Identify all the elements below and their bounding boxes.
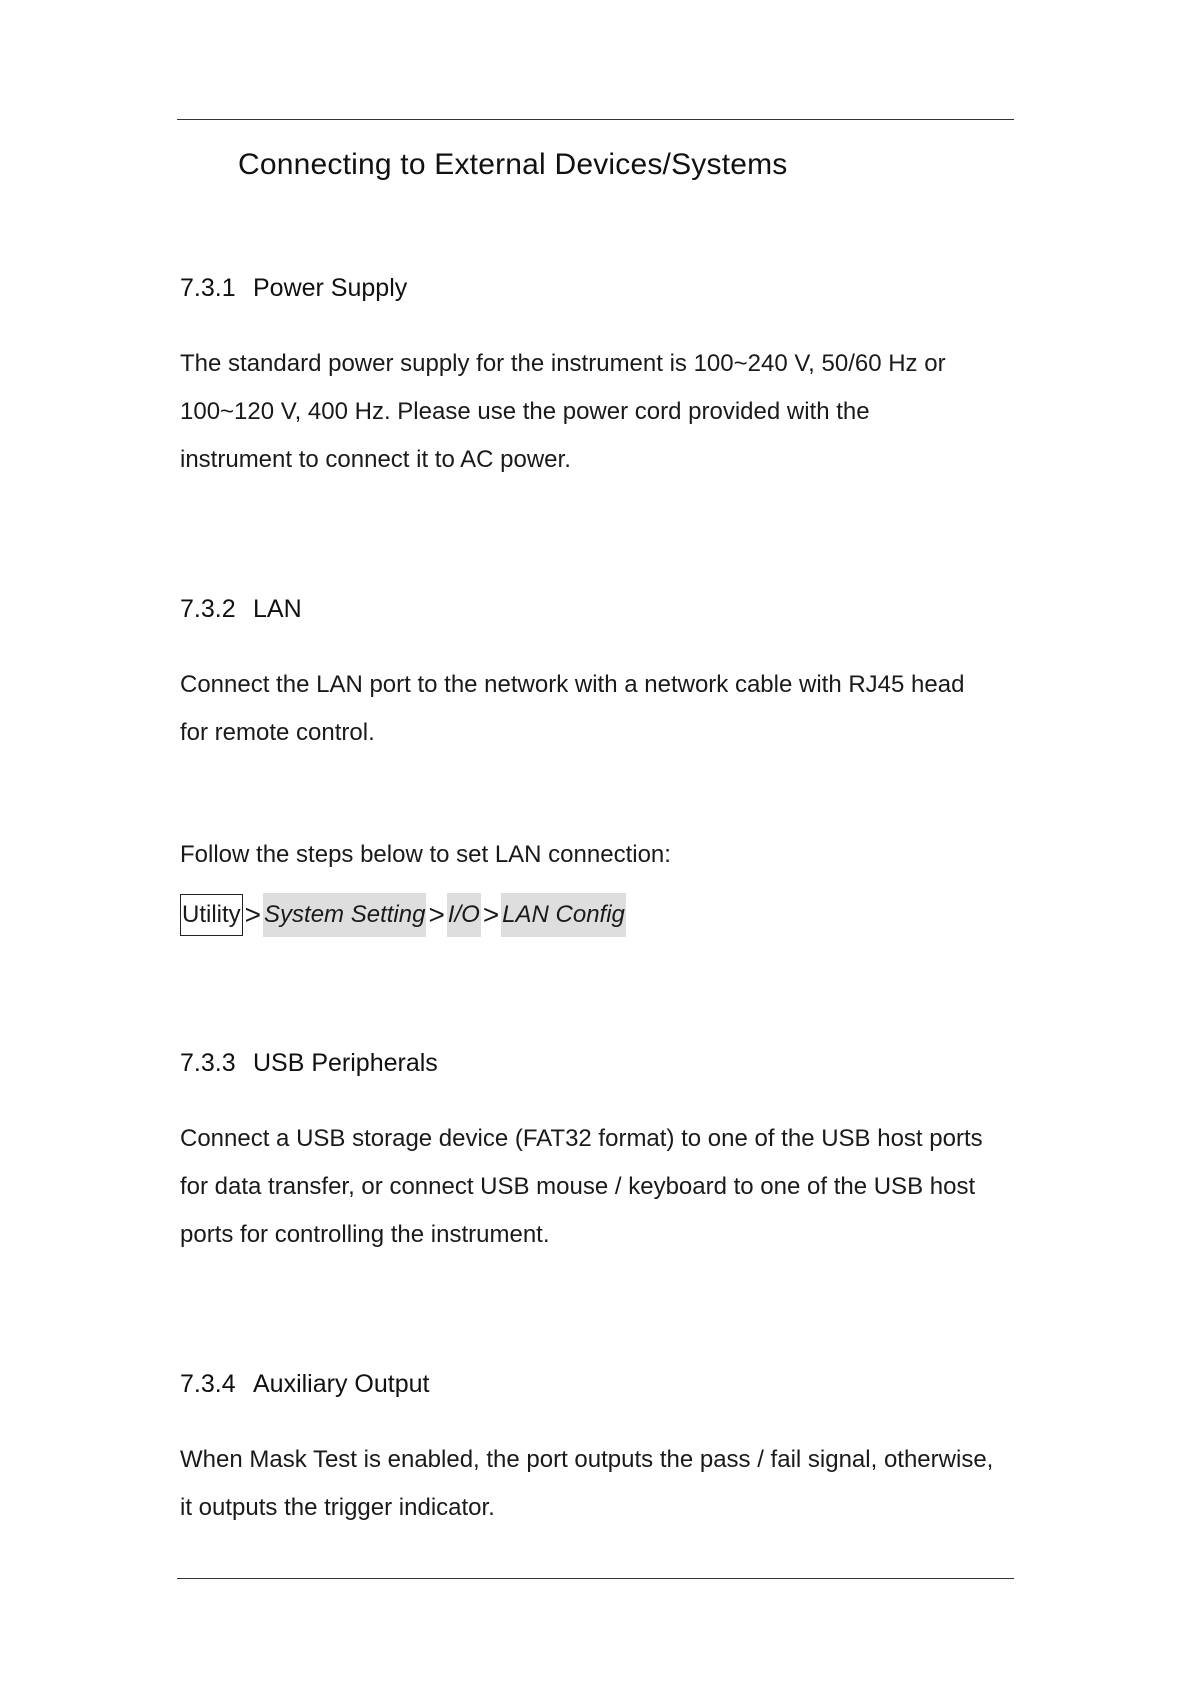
section-number: 7.3.2 xyxy=(180,595,236,623)
footer-rule xyxy=(177,1578,1014,1579)
paragraph-line: for remote control. xyxy=(180,719,375,746)
section-title: Power Supply xyxy=(253,274,408,302)
paragraph-line: When Mask Test is enabled, the port outputs the pass / fail signal, otherwise, xyxy=(180,1446,994,1473)
header-rule xyxy=(177,119,1014,120)
section-heading-power-supply xyxy=(180,274,407,303)
menu-item-lan-config: LAN Config xyxy=(501,893,626,937)
paragraph-line: instrument to connect it to AC power. xyxy=(180,446,571,473)
usb-paragraph xyxy=(180,1115,983,1259)
section-title: LAN xyxy=(253,595,302,623)
path-separator: > xyxy=(428,899,445,930)
lan-steps-intro: Follow the steps below to set LAN connection: xyxy=(180,841,671,868)
chapter-title: Connecting to External Devices/Systems xyxy=(238,148,788,181)
menu-item-io: I/O xyxy=(447,893,481,937)
paragraph-line: ports for controlling the instrument. xyxy=(180,1221,550,1248)
utility-key: Utility xyxy=(180,894,243,936)
section-title: Auxiliary Output xyxy=(253,1370,430,1398)
power-supply-paragraph xyxy=(180,340,946,484)
lan-menu-path xyxy=(180,893,626,936)
section-heading-auxiliary-output xyxy=(180,1370,429,1399)
auxiliary-output-paragraph xyxy=(180,1436,993,1532)
paragraph-line: it outputs the trigger indicator. xyxy=(180,1494,495,1521)
section-number: 7.3.4 xyxy=(180,1370,236,1398)
paragraph-line: Connect the LAN port to the network with a network cable with RJ45 head xyxy=(180,671,965,698)
lan-paragraph xyxy=(180,661,964,757)
menu-item-system-setting: System Setting xyxy=(263,893,426,937)
paragraph-line: The standard power supply for the instrument is 100~240 V, 50/60 Hz or xyxy=(180,350,946,377)
section-heading-usb-peripherals xyxy=(180,1049,438,1078)
path-separator: > xyxy=(244,899,262,930)
paragraph-line: Connect a USB storage device (FAT32 format) to one of the USB host ports xyxy=(180,1125,983,1152)
paragraph-line: 100~120 V, 400 Hz. Please use the power cord provided with the xyxy=(180,398,870,425)
paragraph-line: for data transfer, or connect USB mouse / keyboard to one of the USB host xyxy=(180,1173,976,1200)
section-title: USB Peripherals xyxy=(253,1049,438,1077)
section-heading-lan xyxy=(180,595,302,624)
section-number: 7.3.3 xyxy=(180,1049,236,1077)
path-separator: > xyxy=(482,899,500,930)
section-number: 7.3.1 xyxy=(180,274,236,302)
